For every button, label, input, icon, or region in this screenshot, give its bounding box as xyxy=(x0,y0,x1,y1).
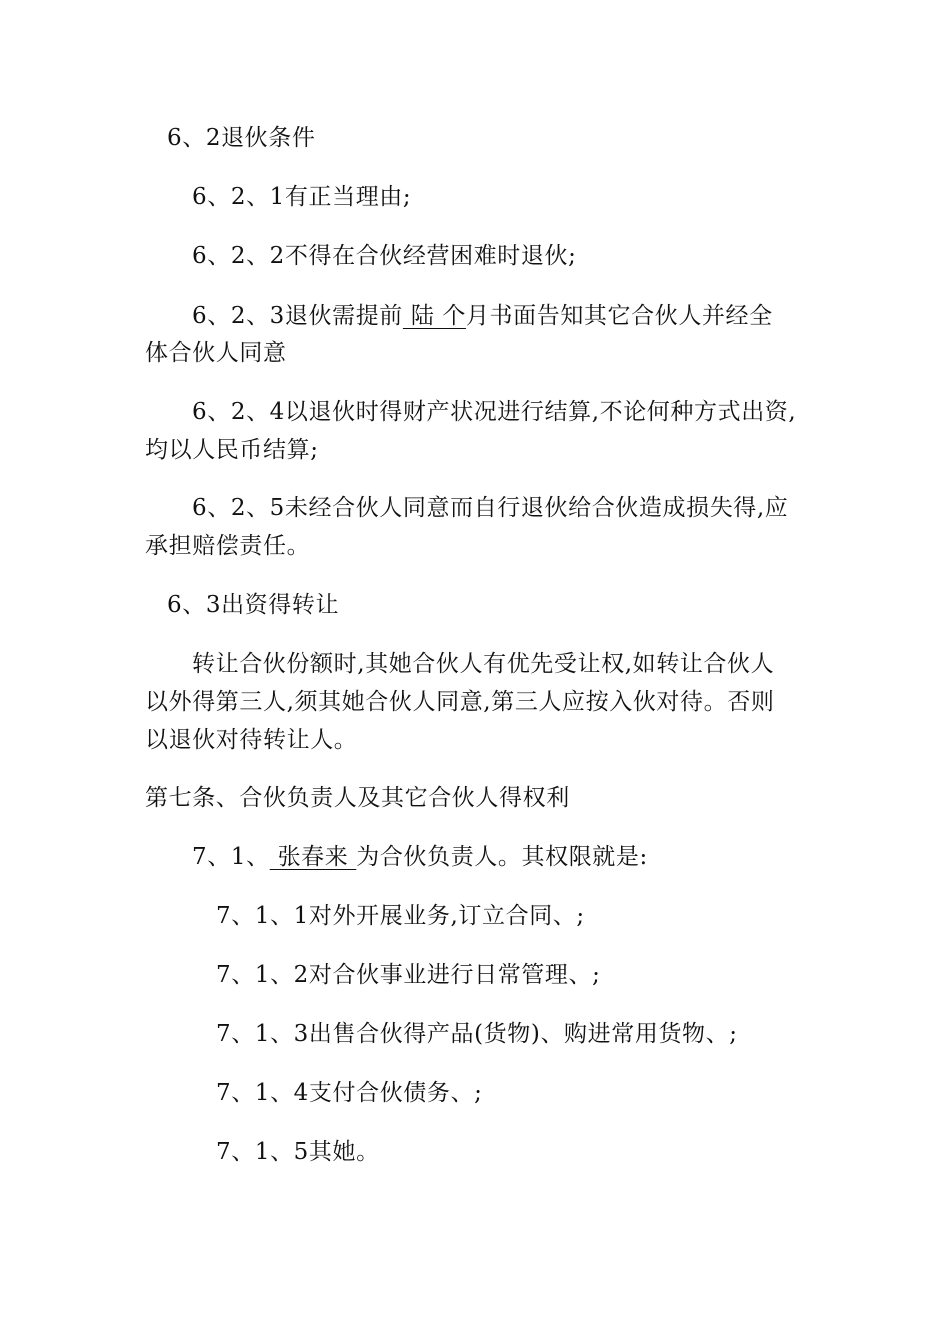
clause-6-2-5: 6、2、5未经合伙人同意而自行退伙给合伙造成损失得,应 xyxy=(192,495,789,521)
clause-7-1-4: 7、1、4支付合伙债务、; xyxy=(216,1080,483,1106)
clause-6-2-3 xyxy=(192,297,773,335)
clause-6-2-3-prefix: 6、2、3退伙需提前 xyxy=(192,303,403,329)
fill-in-blank-months: 陆 个 xyxy=(402,303,466,329)
clause-6-2-4: 6、2、4以退伙时得财产状况进行结算,不论何种方式出资, xyxy=(192,399,797,425)
article-7-heading: 第七条、合伙负责人及其它合伙人得权利 xyxy=(145,785,570,811)
clause-6-2-3-continuation: 体合伙人同意 xyxy=(145,340,287,366)
clause-6-2-2: 6、2、2不得在合伙经营困难时退伙; xyxy=(192,243,577,269)
section-6-3-paragraph-line-2: 以外得第三人,须其她合伙人同意,第三人应按入伙对待。否则 xyxy=(145,689,775,715)
clause-7-1-1: 7、1、1对外开展业务,订立合同、; xyxy=(216,903,585,929)
clause-7-1 xyxy=(192,838,648,876)
clause-7-1-2: 7、1、2对合伙事业进行日常管理、; xyxy=(216,962,601,988)
clause-6-2-4-continuation: 均以人民币结算; xyxy=(145,437,319,463)
clause-6-2-3-suffix: 月书面告知其它合伙人并经全 xyxy=(465,303,773,329)
section-6-3-paragraph-line-3: 以退伙对待转让人。 xyxy=(145,727,358,753)
clause-6-2-5-continuation: 承担赔偿责任。 xyxy=(145,533,311,559)
section-6-3-paragraph-line-1: 转让合伙份额时,其她合伙人有优先受让权,如转让合伙人 xyxy=(192,651,775,677)
clause-7-1-3: 7、1、3出售合伙得产品(货物)、购进常用货物、; xyxy=(216,1021,738,1047)
section-6-2-heading: 6、2退伙条件 xyxy=(167,125,316,151)
clause-7-1-prefix: 7、1、 xyxy=(192,844,270,870)
section-6-3-heading: 6、3出资得转让 xyxy=(167,592,340,618)
clause-7-1-5: 7、1、5其她。 xyxy=(216,1139,380,1165)
clause-6-2-1: 6、2、1有正当理由; xyxy=(192,184,412,210)
fill-in-blank-responsible-person: 张春来 xyxy=(269,844,357,870)
clause-7-1-suffix: 为合伙负责人。其权限就是: xyxy=(356,844,648,870)
